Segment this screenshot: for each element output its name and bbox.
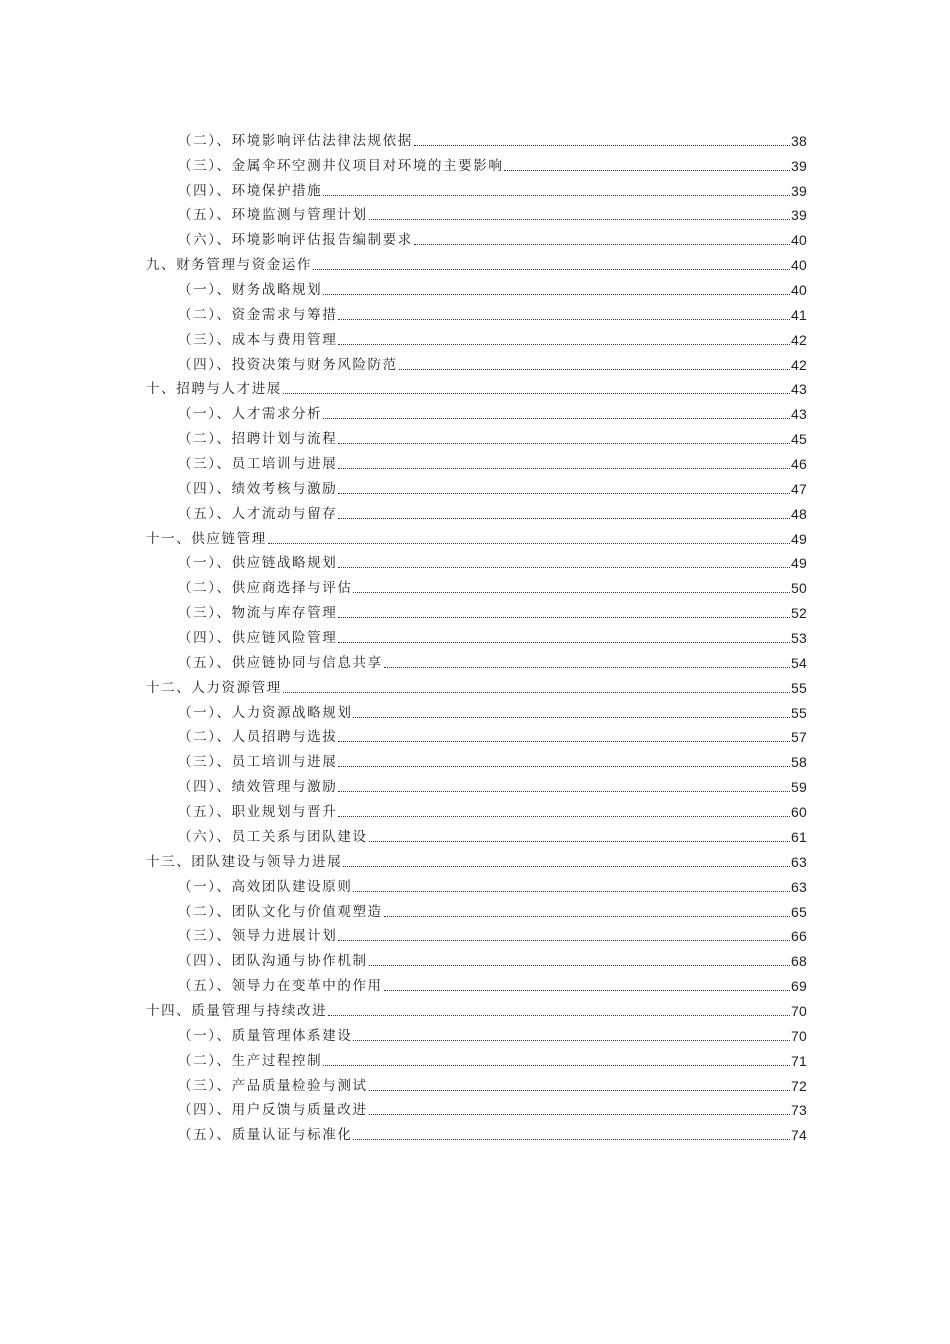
toc-page-number: 48 bbox=[791, 505, 807, 522]
toc-page-number: 41 bbox=[791, 306, 807, 323]
toc-dot-leader bbox=[323, 1065, 790, 1066]
toc-dot-leader bbox=[283, 692, 790, 693]
toc-page-number: 43 bbox=[791, 381, 807, 398]
toc-dot-leader bbox=[369, 1090, 790, 1091]
toc-entry-title: （五）、质量认证与标准化 bbox=[178, 1127, 353, 1144]
toc-section-entry[interactable] bbox=[146, 397, 807, 422]
toc-entry-title: （二）、生产过程控制 bbox=[178, 1052, 323, 1069]
toc-chapter-entry[interactable] bbox=[146, 845, 807, 870]
toc-entry-title: （五）、职业规划与晋升 bbox=[178, 804, 338, 821]
toc-section-entry[interactable] bbox=[146, 571, 807, 596]
toc-section-entry[interactable] bbox=[146, 920, 807, 945]
toc-dot-leader bbox=[369, 1114, 790, 1115]
toc-page-number: 66 bbox=[791, 928, 807, 945]
toc-entry-title: （六）、员工关系与团队建设 bbox=[178, 828, 368, 845]
toc-section-entry[interactable] bbox=[146, 323, 807, 348]
toc-dot-leader bbox=[338, 344, 790, 345]
toc-entry-title: （四）、投资决策与财务风险防范 bbox=[178, 356, 398, 373]
toc-page-number: 63 bbox=[791, 853, 807, 870]
toc-dot-leader bbox=[338, 617, 790, 618]
toc-entry-title: （三）、员工培训与进展 bbox=[178, 754, 338, 771]
toc-dot-leader bbox=[338, 741, 790, 742]
toc-entry-title: （一）、质量管理体系建设 bbox=[178, 1027, 353, 1044]
toc-section-entry[interactable] bbox=[146, 1019, 807, 1044]
toc-page-number: 47 bbox=[791, 480, 807, 497]
toc-dot-leader bbox=[384, 916, 790, 917]
toc-dot-leader bbox=[283, 393, 790, 394]
toc-section-entry[interactable] bbox=[146, 596, 807, 621]
toc-dot-leader bbox=[353, 592, 790, 593]
toc-entry-title: （三）、产品质量检验与测试 bbox=[178, 1077, 368, 1094]
toc-entry-title: （一）、人力资源战略规划 bbox=[178, 704, 353, 721]
toc-section-entry[interactable] bbox=[146, 770, 807, 795]
toc-section-entry[interactable] bbox=[146, 1069, 807, 1094]
toc-dot-leader bbox=[338, 766, 790, 767]
toc-section-entry[interactable] bbox=[146, 721, 807, 746]
toc-dot-leader bbox=[323, 418, 790, 419]
toc-page-number: 61 bbox=[791, 828, 807, 845]
toc-page-number: 55 bbox=[791, 679, 807, 696]
table-of-contents bbox=[146, 124, 807, 1143]
toc-dot-leader bbox=[353, 891, 790, 892]
toc-dot-leader bbox=[323, 294, 790, 295]
toc-section-entry[interactable] bbox=[146, 820, 807, 845]
toc-entry-title: （六）、环境影响评估报告编制要求 bbox=[178, 232, 413, 249]
toc-page-number: 53 bbox=[791, 630, 807, 647]
toc-page-number: 39 bbox=[791, 207, 807, 224]
toc-entry-title: （四）、绩效考核与激励 bbox=[178, 480, 338, 497]
toc-dot-leader bbox=[338, 319, 790, 320]
toc-dot-leader bbox=[414, 145, 790, 146]
toc-dot-leader bbox=[338, 518, 790, 519]
toc-entry-title: （二）、人员招聘与选拔 bbox=[178, 729, 338, 746]
toc-section-entry[interactable] bbox=[146, 422, 807, 447]
toc-entry-title: （二）、供应商选择与评估 bbox=[178, 580, 353, 597]
toc-section-entry[interactable] bbox=[146, 174, 807, 199]
toc-entry-title: （一）、高效团队建设原则 bbox=[178, 878, 353, 895]
toc-section-entry[interactable] bbox=[146, 1044, 807, 1069]
toc-page-number: 42 bbox=[791, 356, 807, 373]
toc-entry-title: （三）、领导力进展计划 bbox=[178, 928, 338, 945]
toc-page-number: 49 bbox=[791, 530, 807, 547]
toc-page-number: 63 bbox=[791, 878, 807, 895]
toc-section-entry[interactable] bbox=[146, 1094, 807, 1119]
toc-chapter-entry[interactable] bbox=[146, 248, 807, 273]
toc-page-number: 50 bbox=[791, 580, 807, 597]
toc-dot-leader bbox=[353, 1139, 790, 1140]
toc-entry-title: （二）、环境影响评估法律法规依据 bbox=[178, 132, 413, 149]
toc-section-entry[interactable] bbox=[146, 497, 807, 522]
toc-chapter-entry[interactable] bbox=[146, 522, 807, 547]
toc-dot-leader bbox=[353, 717, 790, 718]
toc-entry-title: （二）、招聘计划与流程 bbox=[178, 431, 338, 448]
toc-dot-leader bbox=[338, 816, 790, 817]
toc-page-number: 58 bbox=[791, 754, 807, 771]
toc-page-number: 49 bbox=[791, 555, 807, 572]
toc-section-entry[interactable] bbox=[146, 944, 807, 969]
toc-page-number: 70 bbox=[791, 1002, 807, 1019]
toc-page-number: 73 bbox=[791, 1102, 807, 1119]
toc-page-number: 55 bbox=[791, 704, 807, 721]
toc-entry-title: （二）、团队文化与价值观塑造 bbox=[178, 903, 383, 920]
toc-section-entry[interactable] bbox=[146, 547, 807, 572]
toc-section-entry[interactable] bbox=[146, 298, 807, 323]
toc-page-number: 60 bbox=[791, 804, 807, 821]
toc-dot-leader bbox=[338, 940, 790, 941]
toc-entry-title: （三）、员工培训与进展 bbox=[178, 456, 338, 473]
toc-dot-leader bbox=[353, 1040, 790, 1041]
toc-dot-leader bbox=[323, 195, 790, 196]
toc-page-number: 43 bbox=[791, 406, 807, 423]
toc-dot-leader bbox=[338, 791, 790, 792]
toc-page-number: 46 bbox=[791, 456, 807, 473]
toc-entry-title: （四）、用户反馈与质量改进 bbox=[178, 1102, 368, 1119]
toc-chapter-entry[interactable] bbox=[146, 994, 807, 1019]
toc-entry-title: （四）、绩效管理与激励 bbox=[178, 779, 338, 796]
toc-section-entry[interactable] bbox=[146, 472, 807, 497]
toc-page-number: 40 bbox=[791, 257, 807, 274]
toc-dot-leader bbox=[313, 269, 790, 270]
toc-section-entry[interactable] bbox=[146, 969, 807, 994]
toc-entry-title: 十三、团队建设与领导力进展 bbox=[146, 853, 343, 870]
toc-dot-leader bbox=[399, 369, 790, 370]
toc-page-number: 39 bbox=[791, 182, 807, 199]
toc-dot-leader bbox=[343, 866, 790, 867]
toc-entry-title: 十四、质量管理与持续改进 bbox=[146, 1002, 328, 1019]
toc-entry-title: （四）、供应链风险管理 bbox=[178, 630, 338, 647]
toc-page-number: 54 bbox=[791, 654, 807, 671]
toc-page-number: 65 bbox=[791, 903, 807, 920]
toc-entry-title: （五）、人才流动与留存 bbox=[178, 505, 338, 522]
toc-dot-leader bbox=[504, 170, 790, 171]
toc-entry-title: 十二、人力资源管理 bbox=[146, 679, 282, 696]
toc-page-number: 70 bbox=[791, 1027, 807, 1044]
toc-section-entry[interactable] bbox=[146, 223, 807, 248]
toc-dot-leader bbox=[369, 841, 790, 842]
toc-entry-title: （三）、金属伞环空测井仪项目对环境的主要影响 bbox=[178, 157, 504, 174]
toc-chapter-entry[interactable] bbox=[146, 671, 807, 696]
toc-entry-title: （二）、资金需求与筹措 bbox=[178, 306, 338, 323]
toc-entry-title: （五）、环境监测与管理计划 bbox=[178, 207, 368, 224]
toc-page-number: 57 bbox=[791, 729, 807, 746]
toc-dot-leader bbox=[369, 219, 790, 220]
toc-page-number: 72 bbox=[791, 1077, 807, 1094]
toc-entry-title: （一）、财务战略规划 bbox=[178, 282, 323, 299]
toc-section-entry[interactable] bbox=[146, 149, 807, 174]
toc-section-entry[interactable] bbox=[146, 621, 807, 646]
toc-dot-leader bbox=[338, 493, 790, 494]
toc-page-number: 42 bbox=[791, 331, 807, 348]
toc-dot-leader bbox=[268, 543, 790, 544]
toc-section-entry[interactable] bbox=[146, 795, 807, 820]
toc-section-entry[interactable] bbox=[146, 745, 807, 770]
toc-chapter-entry[interactable] bbox=[146, 373, 807, 398]
toc-page-number: 52 bbox=[791, 605, 807, 622]
toc-page-number: 71 bbox=[791, 1052, 807, 1069]
toc-dot-leader bbox=[338, 443, 790, 444]
toc-section-entry[interactable] bbox=[146, 696, 807, 721]
toc-dot-leader bbox=[328, 1015, 790, 1016]
toc-entry-title: （三）、成本与费用管理 bbox=[178, 331, 338, 348]
toc-section-entry[interactable] bbox=[146, 199, 807, 224]
toc-section-entry[interactable] bbox=[146, 646, 807, 671]
toc-section-entry[interactable] bbox=[146, 348, 807, 373]
toc-entry-title: （五）、供应链协同与信息共享 bbox=[178, 654, 383, 671]
toc-page-number: 45 bbox=[791, 431, 807, 448]
toc-page-number: 38 bbox=[791, 132, 807, 149]
toc-page-number: 68 bbox=[791, 953, 807, 970]
toc-page-number: 39 bbox=[791, 157, 807, 174]
toc-dot-leader bbox=[384, 667, 790, 668]
toc-entry-title: 九、财务管理与资金运作 bbox=[146, 257, 313, 274]
toc-dot-leader bbox=[414, 244, 790, 245]
toc-section-entry[interactable] bbox=[146, 273, 807, 298]
toc-dot-leader bbox=[384, 990, 790, 991]
toc-dot-leader bbox=[338, 567, 790, 568]
toc-entry-title: 十一、供应链管理 bbox=[146, 530, 267, 547]
toc-entry-title: （三）、物流与库存管理 bbox=[178, 605, 338, 622]
toc-section-entry[interactable] bbox=[146, 1118, 807, 1143]
toc-entry-title: （四）、环境保护措施 bbox=[178, 182, 323, 199]
toc-dot-leader bbox=[338, 468, 790, 469]
toc-entry-title: （四）、团队沟通与协作机制 bbox=[178, 953, 368, 970]
toc-entry-title: （五）、领导力在变革中的作用 bbox=[178, 978, 383, 995]
toc-section-entry[interactable] bbox=[146, 870, 807, 895]
toc-dot-leader bbox=[338, 642, 790, 643]
toc-page-number: 59 bbox=[791, 779, 807, 796]
toc-section-entry[interactable] bbox=[146, 124, 807, 149]
toc-page-number: 74 bbox=[791, 1127, 807, 1144]
toc-section-entry[interactable] bbox=[146, 895, 807, 920]
toc-page-number: 40 bbox=[791, 282, 807, 299]
toc-page-number: 40 bbox=[791, 232, 807, 249]
toc-entry-title: （一）、人才需求分析 bbox=[178, 406, 323, 423]
toc-dot-leader bbox=[369, 965, 790, 966]
toc-entry-title: 十、招聘与人才进展 bbox=[146, 381, 282, 398]
toc-page-number: 69 bbox=[791, 978, 807, 995]
toc-entry-title: （一）、供应链战略规划 bbox=[178, 555, 338, 572]
toc-section-entry[interactable] bbox=[146, 447, 807, 472]
